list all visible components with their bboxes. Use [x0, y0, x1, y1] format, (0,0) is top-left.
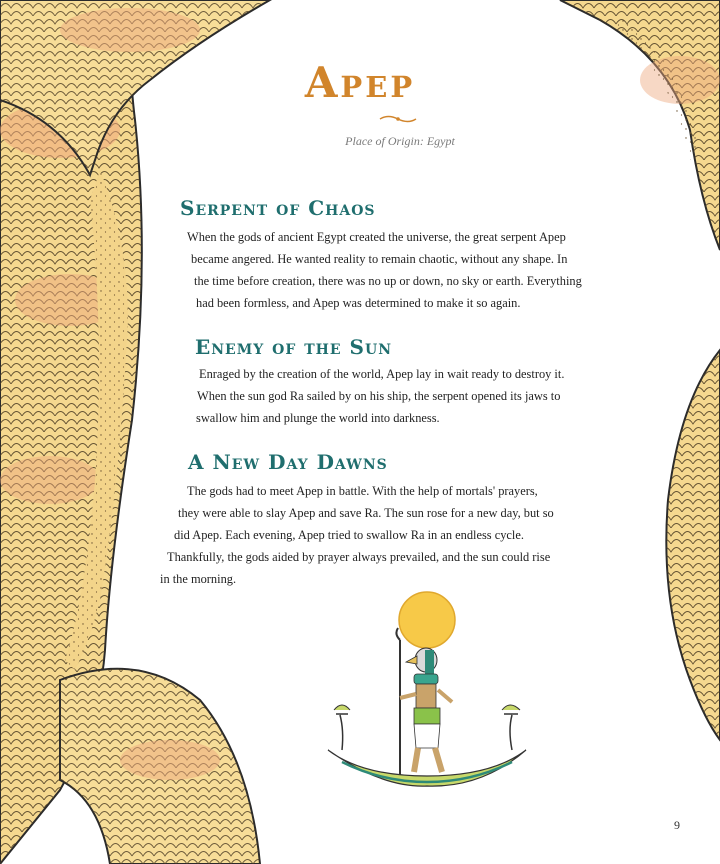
paragraph-line: had been formless, and Apep was determined to make it so again.	[196, 296, 521, 310]
section-heading-enemy-of-the-sun: Enemy of the Sun	[195, 335, 392, 359]
paragraph-line: in the morning.	[160, 572, 237, 586]
paragraph-line: did Apep. Each evening, Apep tried to swallow Ra in an endless cycle.	[174, 528, 524, 542]
section-heading-a-new-day-dawns: A New Day Dawns	[188, 450, 388, 474]
paragraph-line: they were able to slay Apep and save Ra. The sun rose for a new day, but so	[178, 506, 554, 520]
page-number: 9	[674, 818, 680, 832]
paragraph-line: Enraged by the creation of the world, Apep lay in wait ready to destroy it.	[199, 367, 565, 381]
paragraph-line: swallow him and plunge the world into darkness.	[196, 411, 440, 425]
place-of-origin: Place of Origin: Egypt	[345, 134, 455, 148]
page-title: Apep	[304, 58, 416, 107]
paragraph-line: Thankfully, the gods aided by prayer always prevailed, and the sun could rise	[167, 550, 551, 564]
title-ornament	[378, 114, 418, 124]
paragraph-line: When the gods of ancient Egypt created the universe, the great serpent Apep	[187, 230, 566, 244]
section-heading-serpent-of-chaos: Serpent of Chaos	[180, 196, 376, 220]
paragraph-line: The gods had to meet Apep in battle. With the help of mortals' prayers,	[187, 484, 538, 498]
paragraph-line: When the sun god Ra sailed by on his ship, the serpent opened its jaws to	[197, 389, 561, 403]
paragraph-line: the time before creation, there was no up or down, no sky or earth. Everything	[194, 274, 582, 288]
paragraph-line: became angered. He wanted reality to remain chaotic, without any shape. In	[191, 252, 568, 266]
ra-solar-boat-illustration	[322, 590, 532, 790]
